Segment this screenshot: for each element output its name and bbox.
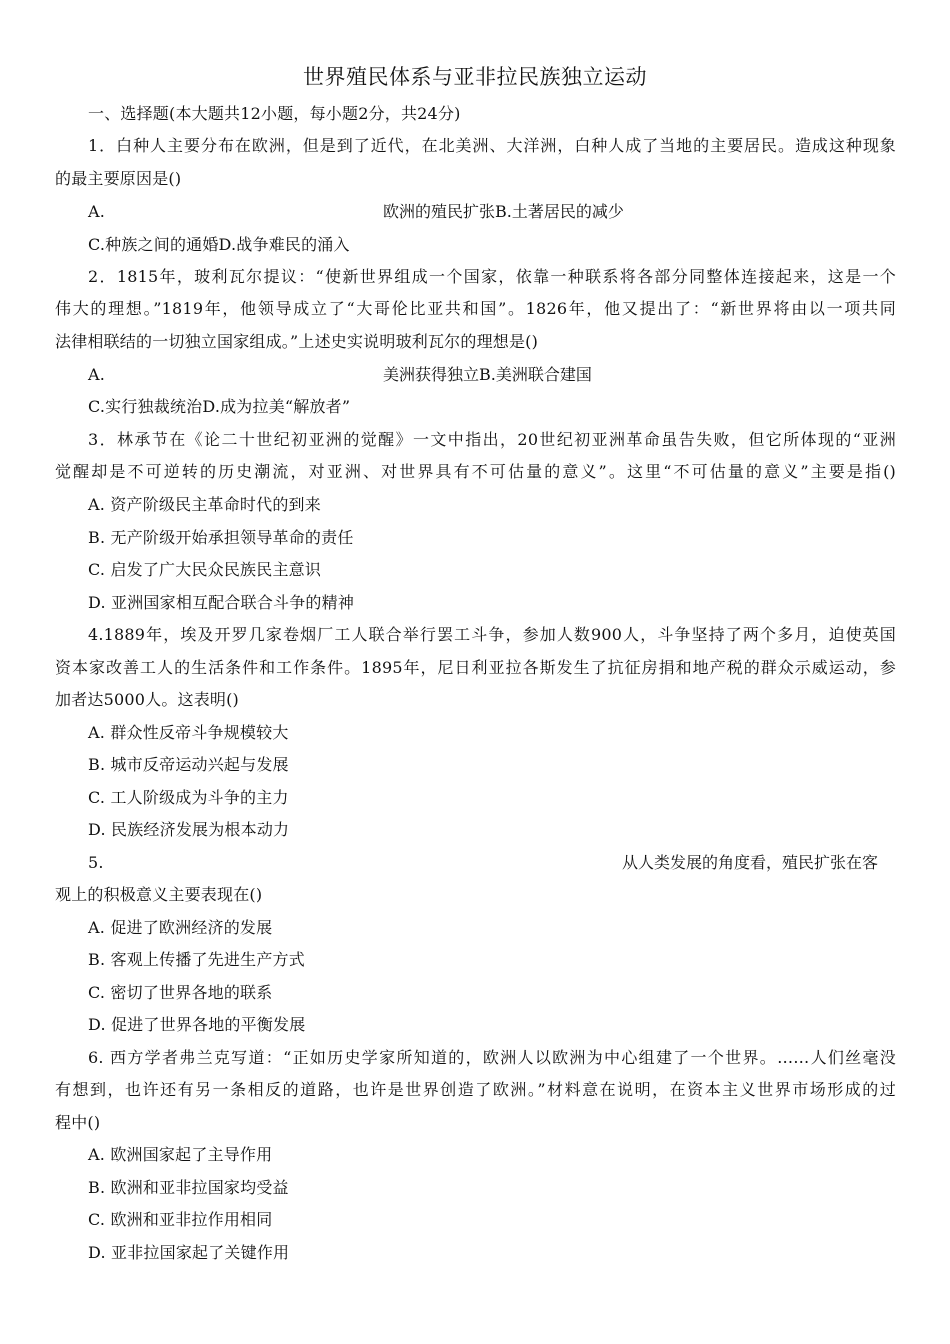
question-1-options-ab: 欧洲的殖民扩张B.土著居民的减少 bbox=[383, 202, 624, 221]
question-6-option-b: B. 欧洲和亚非拉国家均受益 bbox=[88, 1178, 289, 1197]
question-2-options-ab: 美洲获得独立B.美洲联合建国 bbox=[383, 365, 592, 384]
question-2-options-cd: C.实行独裁统治D.成为拉美“解放者” bbox=[88, 397, 351, 416]
question-5-option-d: D. 促进了世界各地的平衡发展 bbox=[88, 1015, 306, 1034]
question-2-option-a-letter: A. bbox=[88, 365, 106, 384]
question-3-option-a: A. 资产阶级民主革命时代的到来 bbox=[88, 495, 321, 514]
question-1-line-1: 1．白种人主要分布在欧洲，但是到了近代，在北美洲、大洋洲，白种人成了当地的主要居民。造成这种现象 bbox=[88, 136, 896, 155]
question-6-option-d: D. 亚非拉国家起了关键作用 bbox=[88, 1243, 290, 1262]
question-1-line-2: 的最主要原因是() bbox=[55, 169, 182, 188]
question-5-number: 5. bbox=[88, 853, 104, 872]
question-3-option-b: B. 无产阶级开始承担领导革命的责任 bbox=[88, 528, 354, 547]
question-5-option-a: A. 促进了欧洲经济的发展 bbox=[88, 918, 273, 937]
question-1-options-cd: C.种族之间的通婚D.战争难民的涌入 bbox=[88, 235, 350, 254]
question-3-option-c: C. 启发了广大民众民族民主意识 bbox=[88, 560, 322, 579]
question-4-line-2: 资本家改善工人的生活条件和工作条件。1895年，尼日利亚拉各斯发生了抗征房捐和地产税的群众示威运动，参 bbox=[55, 658, 896, 677]
question-4-line-3: 加者达5000人。这表明() bbox=[55, 690, 240, 709]
question-4-option-d: D. 民族经济发展为根本动力 bbox=[88, 820, 290, 839]
question-5-option-c: C. 密切了世界各地的联系 bbox=[88, 983, 273, 1002]
question-5-option-b: B. 客观上传播了先进生产方式 bbox=[88, 950, 305, 969]
question-6-line-2: 有想到，也许还有另一条相反的道路，也许是世界创造了欧洲。”材料意在说明，在资本主义世界市场形成的过 bbox=[55, 1080, 896, 1099]
question-4-line-1: 4.1889年，埃及开罗几家卷烟厂工人联合举行罢工斗争，参加人数900人，斗争坚持了两个多月，迫使英国 bbox=[88, 625, 896, 644]
question-4-option-b: B. 城市反帝运动兴起与发展 bbox=[88, 755, 289, 774]
question-2-line-2: 伟大的理想。”1819年，他领导成立了“大哥伦比亚共和国”。1826年，他又提出了：“新世界将由以一项共同 bbox=[55, 299, 896, 318]
question-5-line-2: 观上的积极意义主要表现在() bbox=[55, 885, 263, 904]
question-6-line-1: 6. 西方学者弗兰克写道：“正如历史学家所知道的，欧洲人以欧洲为中心组建了一个世界。……人们丝毫没 bbox=[88, 1048, 896, 1067]
page-title: 世界殖民体系与亚非拉民族独立运动 bbox=[303, 65, 647, 89]
question-1-option-a-letter: A. bbox=[88, 202, 106, 221]
question-2-line-1: 2．1815年，玻利瓦尔提议：“使新世界组成一个国家，依靠一种联系将各部分同整体连接起来，这是一个 bbox=[88, 267, 896, 286]
question-5-line-1: 从人类发展的角度看，殖民扩张在客 bbox=[622, 853, 879, 872]
question-4-option-a: A. 群众性反帝斗争规模较大 bbox=[88, 723, 289, 742]
question-2-line-3: 法律相联结的一切独立国家组成。”上述史实说明玻利瓦尔的理想是() bbox=[55, 332, 539, 351]
question-6-option-a: A. 欧洲国家起了主导作用 bbox=[88, 1145, 273, 1164]
question-3-line-2: 觉醒却是不可逆转的历史潮流，对亚洲、对世界具有不可估量的意义”。这里“不可估量的意义”主要是指() bbox=[55, 462, 896, 481]
question-3-line-1: 3．林承节在《论二十世纪初亚洲的觉醒》一文中指出，20世纪初亚洲革命虽告失败，但它所体现的“亚洲 bbox=[88, 430, 896, 449]
question-4-option-c: C. 工人阶级成为斗争的主力 bbox=[88, 788, 289, 807]
question-6-option-c: C. 欧洲和亚非拉作用相同 bbox=[88, 1210, 273, 1229]
question-6-line-3: 程中() bbox=[55, 1113, 101, 1132]
question-3-option-d: D. 亚洲国家相互配合联合斗争的精神 bbox=[88, 593, 355, 612]
section-heading: 一、选择题(本大题共12小题，每小题2分，共24分) bbox=[88, 104, 461, 123]
